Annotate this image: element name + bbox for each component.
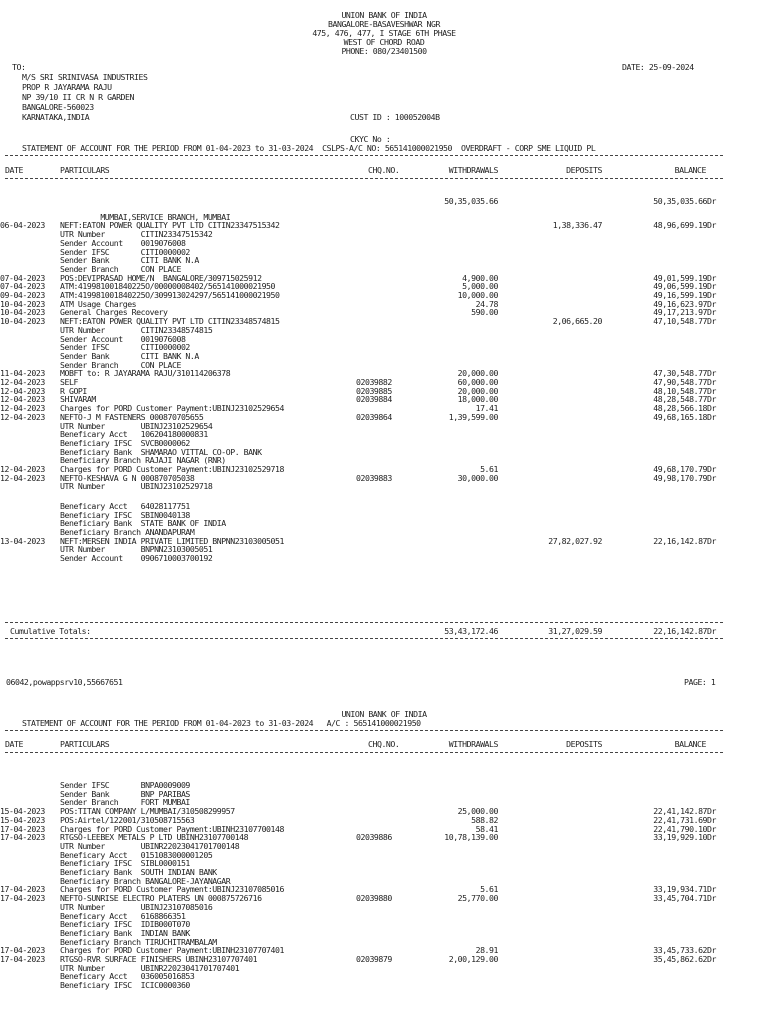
row-balance: 49,16,623.97Dr [653, 298, 716, 309]
row-balance: 49,68,170.79Dr [653, 464, 716, 474]
row-balance: 47,10,548.77Dr [653, 316, 716, 327]
address-line: KARNATAKA,INDIA [22, 112, 90, 122]
row-balance: 48,10,548.77Dr [653, 385, 716, 396]
row-particulars: SHIVARAM [60, 394, 96, 405]
row-balance: 49,98,170.79Dr [653, 472, 716, 483]
row-withdrawal: 28.91 [475, 945, 498, 956]
bank-address-2: WEST OF CHORD ROAD [343, 37, 425, 47]
cumulative-label: Cumulative Totals: [10, 626, 91, 636]
row-date: 15-04-2023 [0, 814, 45, 825]
row-date: 07-04-2023 [0, 281, 45, 292]
row-particulars: General Charges Recovery [60, 307, 168, 318]
row-withdrawal: 60,000.00 [457, 377, 498, 387]
row-date: 17-04-2023 [0, 823, 45, 834]
row-particulars: Sender IFSC BNPA0009009 [60, 780, 190, 790]
row-particulars: RTGSO-RVR SURFACE FINISHERS UBINH23107707401 [60, 954, 258, 964]
address-line: NP 39/10 II CR N R GARDEN [22, 92, 134, 102]
address-line: BANGALORE-560023 [22, 102, 94, 112]
row-withdrawal: 18,000.00 [457, 394, 498, 405]
row-balance: 48,28,566.18Dr [653, 403, 716, 414]
row-withdrawal: 25,770.00 [457, 893, 498, 904]
row-balance: 49,01,599.19Dr [653, 272, 716, 283]
row-particulars: NEFTO-J M FASTENERS 000870705655 [60, 411, 204, 422]
ckyc-number: CKYC No : [350, 134, 391, 144]
row-deposit: 1,38,336.47 [552, 220, 602, 231]
customer-id: CUST ID : 100052004B [350, 112, 440, 122]
row-deposit: 27,82,027.92 [548, 535, 602, 546]
row-date: 09-04-2023 [0, 290, 45, 300]
col-particulars: PARTICULARS [60, 739, 110, 749]
row-balance: 49,68,165.18Dr [653, 411, 716, 422]
row-date: 15-04-2023 [0, 806, 45, 817]
row-particulars: Beneficary Acct 64028117751 [60, 500, 190, 511]
row-date: 12-04-2023 [0, 394, 45, 405]
row-balance: 22,16,142.87Dr [653, 535, 716, 546]
row-balance: 47,30,548.77Dr [653, 368, 716, 379]
col-particulars: PARTICULARS [60, 165, 110, 175]
col-chq: CHQ.NO. [368, 165, 400, 175]
row-date: 12-04-2023 [0, 411, 45, 422]
row-particulars: Sender Account 0019076008 [60, 237, 186, 248]
row-balance: 35,45,862.62Dr [653, 954, 716, 964]
row-particulars: Beneficiary IFSC SBIN0040138 [60, 509, 190, 520]
row-particulars: Beneficiary Branch RAJAJI NAGAR (RNR) [60, 455, 226, 466]
row-particulars: ATM:419981001840225O/00000008402/565141000021950 [60, 281, 276, 292]
row-particulars: Beneficiary IFSC SVCB0000062 [60, 437, 190, 448]
row-particulars: Charges for PORD Customer Payment:UBINH23107700148 [60, 823, 284, 834]
row-particulars: ATM:419981001840225O/309913024297/565141000021950 [60, 290, 280, 300]
row-withdrawal: 30,000.00 [457, 472, 498, 483]
row-particulars: Sender Bank BNP PARIBAS [60, 788, 190, 799]
row-particulars: SELF [60, 377, 78, 387]
divider [5, 730, 723, 731]
row-particulars: Beneficiary Bank INDIAN BANK [60, 927, 190, 938]
row-date: 17-04-2023 [0, 884, 45, 895]
col-balance: BALANCE [674, 739, 706, 749]
row-date: 11-04-2023 [0, 368, 45, 379]
row-balance: 33,45,704.71Dr [653, 893, 716, 904]
row-particulars: Sender Branch CON PLACE [60, 263, 181, 274]
row-withdrawal: 5,000.00 [462, 281, 498, 292]
row-date: 10-04-2023 [0, 298, 45, 309]
row-withdrawal: 25,000.00 [457, 806, 498, 817]
row-date: 12-04-2023 [0, 377, 45, 387]
col-balance: BALANCE [674, 165, 706, 175]
row-date: 12-04-2023 [0, 472, 45, 483]
row-particulars: Beneficiary Branch BANGALORE-JAYANAGAR [60, 875, 231, 886]
col-deposits: DEPOSITS [566, 739, 602, 749]
row-particulars: UTR Number CITIN23347515342 [60, 229, 213, 240]
row-withdrawal: 2,00,129.00 [448, 954, 498, 964]
row-particulars: Beneficiary Bank SOUTH INDIAN BANK [60, 867, 217, 877]
row-date: 17-04-2023 [0, 832, 45, 843]
row-date: 17-04-2023 [0, 945, 45, 956]
row-date: 13-04-2023 [0, 535, 45, 546]
row-particulars: UTR Number UBINJ23107085016 [60, 901, 213, 912]
row-particulars: Beneficiary IFSC SIBL0000151 [60, 858, 190, 869]
col-date: DATE [5, 165, 23, 175]
row-particulars: Sender Account 0906710003700192 [60, 553, 213, 563]
divider [5, 622, 723, 623]
row-balance: 48,96,699.19Dr [653, 220, 716, 231]
row-particulars: POS:Airtel/122001/310508715563 [60, 814, 195, 825]
row-particulars: NEFTO-SUNRISE ELECTRO PLATERS UN 000875726716 [60, 893, 262, 904]
row-withdrawal: 5.61 [480, 464, 498, 474]
col-chq: CHQ.NO. [368, 739, 400, 749]
row-particulars: Sender IFSC CITI0000002 [60, 246, 190, 257]
footer-code: 06042,powappsrv10,55667651 [6, 677, 123, 687]
row-particulars: Sender Branch CON PLACE [60, 359, 181, 370]
divider [5, 752, 723, 753]
row-particulars: UTR Number UBINJ23102529718 [60, 481, 213, 492]
statement-title: STATEMENT OF ACCOUNT FOR THE PERIOD FROM 01-04-2023 to 31-03-2024 CSLPS-A/C NO: 565141000021950 OVERDRAFT - CORP SME LIQUID PL [22, 143, 596, 153]
row-date: 07-04-2023 [0, 272, 45, 283]
row-particulars: UTR Number UBINJ23102529654 [60, 420, 213, 431]
to-label: TO: [12, 62, 26, 72]
row-withdrawal: 4,900.00 [462, 272, 498, 283]
row-particulars: UTR Number UBINR22023041701700148 [60, 840, 240, 851]
row-withdrawal: 58.41 [475, 823, 498, 834]
address-line: M/S SRI SRINIVASA INDUSTRIES [22, 72, 148, 82]
row-particulars: Beneficiary IFSC IDIB000T070 [60, 919, 190, 930]
col-deposits: DEPOSITS [566, 165, 602, 175]
row-balance: 48,28,548.77Dr [653, 394, 716, 405]
row-balance: 22,41,142.87Dr [653, 806, 716, 817]
row-balance: 33,19,934.71Dr [653, 884, 716, 895]
row-balance: 22,41,731.69Dr [653, 814, 716, 825]
row-balance: 33,45,733.62Dr [653, 945, 716, 956]
row-date: 12-04-2023 [0, 403, 45, 414]
row-particulars: R GOPI [60, 385, 87, 396]
row-particulars: Beneficary Acct 0151083000001205 [60, 849, 213, 860]
row-withdrawal: 10,000.00 [457, 290, 498, 300]
row-particulars: ATM Usage Charges [60, 298, 137, 309]
row-cheque-no: 02039879 [356, 954, 392, 964]
cumulative-balance: 22,16,142.87Dr [653, 626, 716, 636]
row-date: 06-04-2023 [0, 220, 45, 231]
row-cheque-no: 02039864 [356, 411, 392, 422]
row-particulars: Beneficiary Bank STATE BANK OF INDIA [60, 518, 226, 529]
row-date: 10-04-2023 [0, 307, 45, 318]
row-balance: 22,41,790.10Dr [653, 823, 716, 834]
row-withdrawal: 17.41 [475, 403, 498, 414]
row-withdrawal: 590.00 [471, 307, 498, 318]
row-withdrawal: 10,78,139.00 [444, 832, 498, 843]
row-particulars: Beneficiary Bank SHAMARAO VITTAL CO-OP. BANK [60, 446, 262, 457]
row-withdrawal: 24.78 [475, 298, 498, 309]
row-date: 17-04-2023 [0, 893, 45, 904]
row-particulars: Sender Branch FORT MUMBAI [60, 797, 190, 808]
divider [5, 638, 723, 639]
statement-title-page-2: STATEMENT OF ACCOUNT FOR THE PERIOD FROM 01-04-2023 to 31-03-2024 A/C : 565141000021950 [22, 718, 421, 728]
row-particulars: Sender Bank CITI BANK N.A [60, 255, 199, 266]
row-cheque-no: 02039880 [356, 893, 392, 904]
row-particulars: Sender Bank CITI BANK N.A [60, 350, 199, 361]
row-withdrawal: 50,35,035.66 [444, 196, 498, 206]
row-date: 12-04-2023 [0, 385, 45, 396]
row-deposit: 2,06,665.20 [552, 316, 602, 327]
row-particulars: Beneficiary Branch ANANDAPURAM [60, 526, 195, 537]
row-particulars: Sender Account 0019076008 [60, 333, 186, 344]
row-particulars: Beneficiary Branch TIRUCHITRAMBALAM [60, 936, 217, 947]
row-particulars: Charges for PORD Customer Payment:UBINJ23102529718 [60, 464, 284, 474]
row-particulars: Beneficary Acct 036005016853 [60, 971, 195, 982]
row-cheque-no: 02039883 [356, 472, 392, 483]
row-balance: 49,16,599.19Dr [653, 290, 716, 300]
bank-address-1: 475, 476, 477, I STAGE 6TH PHASE [312, 28, 456, 38]
row-particulars: Beneficary Acct 6168866351 [60, 910, 186, 921]
row-withdrawal: 1,39,599.00 [448, 411, 498, 422]
row-particulars: UTR Number CITIN23348574815 [60, 324, 213, 335]
row-balance: 49,06,599.19Dr [653, 281, 716, 292]
row-particulars: POS:DEVIPRASAD HOME/N BANGALORE/309715025912 [60, 272, 262, 283]
cumulative-withdrawals: 53,43,172.46 [444, 626, 498, 636]
bank-name-page-2: UNION BANK OF INDIA [341, 709, 427, 719]
row-cheque-no: 02039885 [356, 385, 392, 396]
col-withdrawals: WITHDRAWALS [448, 739, 498, 749]
row-particulars: NEFT:EATON POWER QUALITY PVT LTD CITIN23347515342 [60, 220, 280, 231]
row-particulars: POS:TITAN COMPANY L/MUMBAI/310508299957 [60, 806, 235, 817]
row-date: 17-04-2023 [0, 954, 45, 964]
divider [5, 155, 723, 156]
row-particulars: Charges for PORD Customer Payment:UBINJ23102529654 [60, 403, 284, 414]
row-withdrawal: 20,000.00 [457, 368, 498, 379]
bank-phone: PHONE: 080/23401500 [341, 46, 427, 56]
row-particulars: NEFT:EATON POWER QUALITY PVT LTD CITIN23348574815 [60, 316, 280, 327]
row-particulars: Sender IFSC CITI0000002 [60, 342, 190, 353]
page-number: PAGE: 1 [684, 677, 716, 687]
address-line: PROP R JAYARAMA RAJU [22, 82, 112, 92]
row-withdrawal: 5.61 [480, 884, 498, 895]
col-date: DATE [5, 739, 23, 749]
row-withdrawal: 588.82 [471, 814, 498, 825]
row-particulars: Beneficary Acct 106204180000831 [60, 429, 208, 440]
bank-name: UNION BANK OF INDIA [341, 10, 427, 20]
row-particulars: UTR Number BNPNN23103005051 [60, 544, 213, 555]
row-balance: 49,17,213.97Dr [653, 307, 716, 318]
row-particulars: UTR Number UBINR22023041701707401 [60, 962, 240, 973]
row-particulars: MUMBAI,SERVICE BRANCH, MUMBAI [60, 211, 231, 222]
row-balance: 50,35,035.66Dr [653, 196, 716, 206]
row-cheque-no: 02039884 [356, 394, 392, 405]
row-particulars: Beneficiary IFSC ICIC0000360 [60, 980, 190, 991]
row-balance: 33,19,929.10Dr [653, 832, 716, 843]
row-cheque-no: 02039882 [356, 377, 392, 387]
row-particulars: NEFT:MERSEN INDIA PRIVATE LIMITED BNPNN23103005051 [60, 535, 284, 546]
row-balance: 47,90,548.77Dr [653, 377, 716, 387]
cumulative-deposits: 31,27,029.59 [548, 626, 602, 636]
row-date: 12-04-2023 [0, 464, 45, 474]
statement-date: DATE: 25-09-2024 [622, 62, 694, 72]
divider [5, 178, 723, 179]
row-withdrawal: 20,000.00 [457, 385, 498, 396]
row-particulars: MOBFT to: R JAYARAMA RAJU/310114206378 [60, 368, 231, 379]
row-particulars: NEFTO-KESHAVA G N 000870705038 [60, 472, 195, 483]
row-particulars: Charges for PORD Customer Payment:UBINJ23107085016 [60, 884, 284, 895]
row-cheque-no: 02039886 [356, 832, 392, 843]
row-date: 10-04-2023 [0, 316, 45, 327]
row-particulars: RTGSO-LEEBEX METALS P LTD UBINH23107700148 [60, 832, 249, 843]
bank-branch: BANGALORE-BASAVESHWAR NGR [328, 19, 440, 29]
row-particulars: Charges for PORD Customer Payment:UBINH23107707401 [60, 945, 284, 956]
col-withdrawals: WITHDRAWALS [448, 165, 498, 175]
